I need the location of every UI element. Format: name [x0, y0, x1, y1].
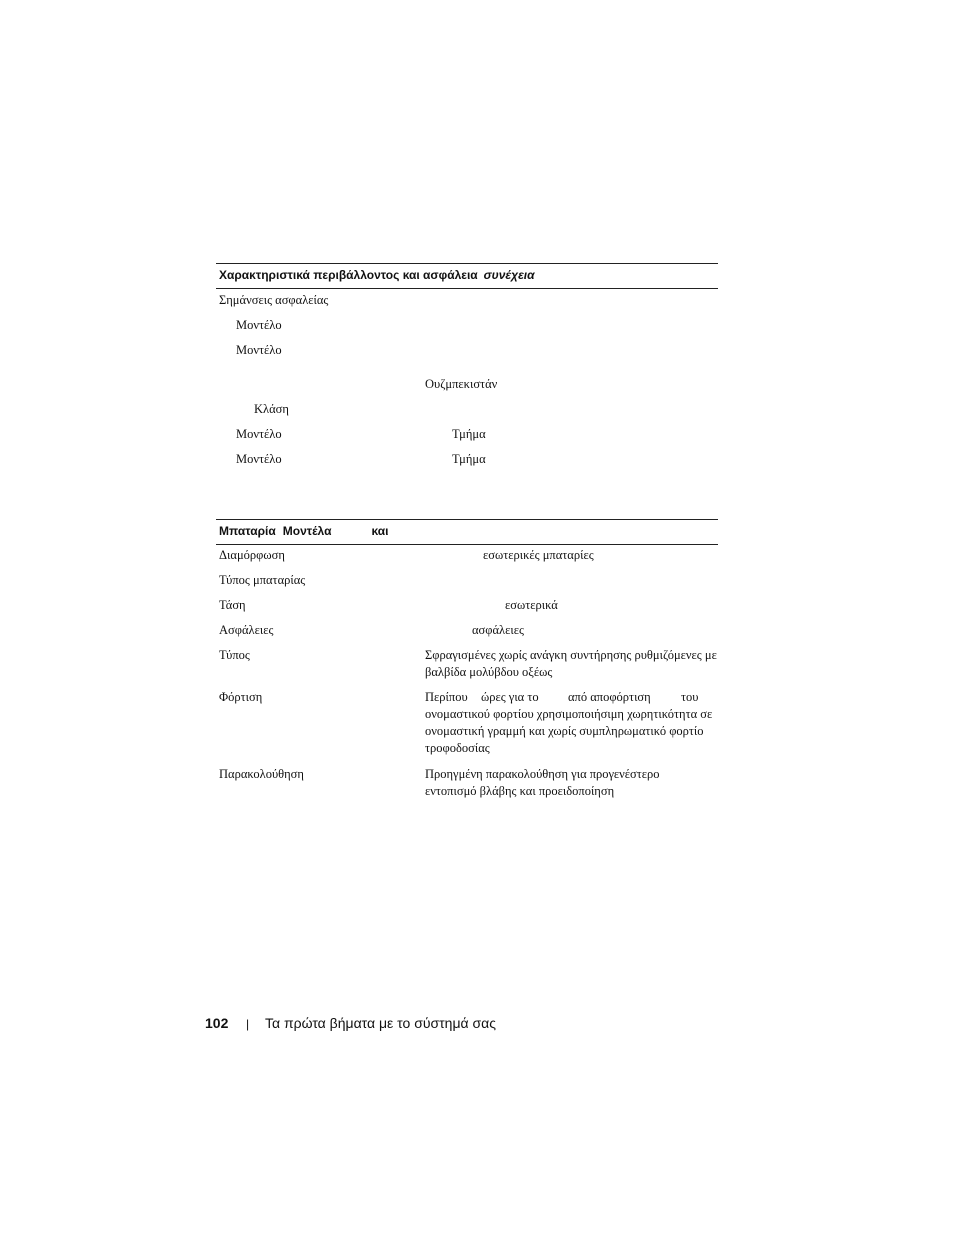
- table1-header-rule: [216, 288, 718, 289]
- table2-row-label: Ασφάλειες: [219, 623, 274, 637]
- table2-row-value-line1-c: από αποφόρτιση: [568, 690, 651, 704]
- table2-row-label: Τάση: [219, 598, 246, 612]
- table2-row-value-line1-a: Περίπου: [425, 690, 468, 704]
- table1-header-text: Χαρακτηριστικά περιβάλλοντος και ασφάλεια: [219, 268, 478, 282]
- table2-row-label: Φόρτιση: [219, 690, 263, 704]
- footer-separator: |: [246, 1017, 250, 1031]
- table2-row-value: ονομαστικού φορτίου χρησιμοποιήσιμη χωρητικότητα σε ονομαστική γραμμή και χωρίς συμπληρωματικό φορτίο τροφοδοσίας: [425, 707, 713, 755]
- table2-row-label: Τύπος μπαταρίας: [219, 573, 306, 587]
- table2-header: [219, 524, 388, 538]
- page-number: 102: [205, 1015, 229, 1031]
- table1-row-value: Τμήμα: [452, 452, 486, 466]
- table1-row-value: Τμήμα: [452, 427, 486, 441]
- table2-header-models: Μοντέλα: [282, 524, 332, 538]
- table2-row-value: ασφάλειες: [472, 623, 524, 637]
- table1-row-value: Ουζμπεκιστάν: [425, 377, 498, 391]
- table1-top-rule: [216, 263, 718, 264]
- table2-row-value: Προηγμένη παρακολούθηση για προγενέστερο εντοπισμό βλάβης και προειδοποίηση: [425, 767, 660, 798]
- table2-row-value: εσωτερικά: [505, 598, 558, 612]
- table2-row-value-line1-b: ώρες για το: [481, 690, 539, 704]
- table1-row-label: Μοντέλο: [236, 318, 282, 332]
- table2-header-and: και: [371, 524, 389, 538]
- table1-row-label: Σημάνσεις ασφαλείας: [219, 293, 329, 307]
- table1-row-label: Μοντέλο: [236, 452, 282, 466]
- table1-header: [219, 268, 535, 282]
- table2-row-value: Σφραγισμένες χωρίς ανάγκη συντήρησης ρυθμιζόμενες με βαλβίδα μολύβδου οξέως: [425, 648, 717, 679]
- table2-row-label: Διαμόρφωση: [219, 548, 285, 562]
- table2-header-battery: Μπαταρία: [219, 524, 276, 538]
- table2-row-value: εσωτερικές μπαταρίες: [483, 548, 594, 562]
- table2-row-label: Παρακολούθηση: [219, 767, 304, 781]
- table1-header-continued: συνέχεια: [483, 268, 535, 282]
- table2-top-rule: [216, 519, 718, 520]
- table1-row-label: Μοντέλο: [236, 343, 282, 357]
- table1-row-label: Μοντέλο: [236, 427, 282, 441]
- table2-row-label: Τύπος: [219, 648, 250, 662]
- table2-header-rule: [216, 544, 718, 545]
- footer-title: Τα πρώτα βήματα με το σύστημά σας: [265, 1015, 496, 1031]
- table2-row-value-line1-d: του: [681, 690, 699, 704]
- table1-row-label: Κλάση: [254, 402, 289, 416]
